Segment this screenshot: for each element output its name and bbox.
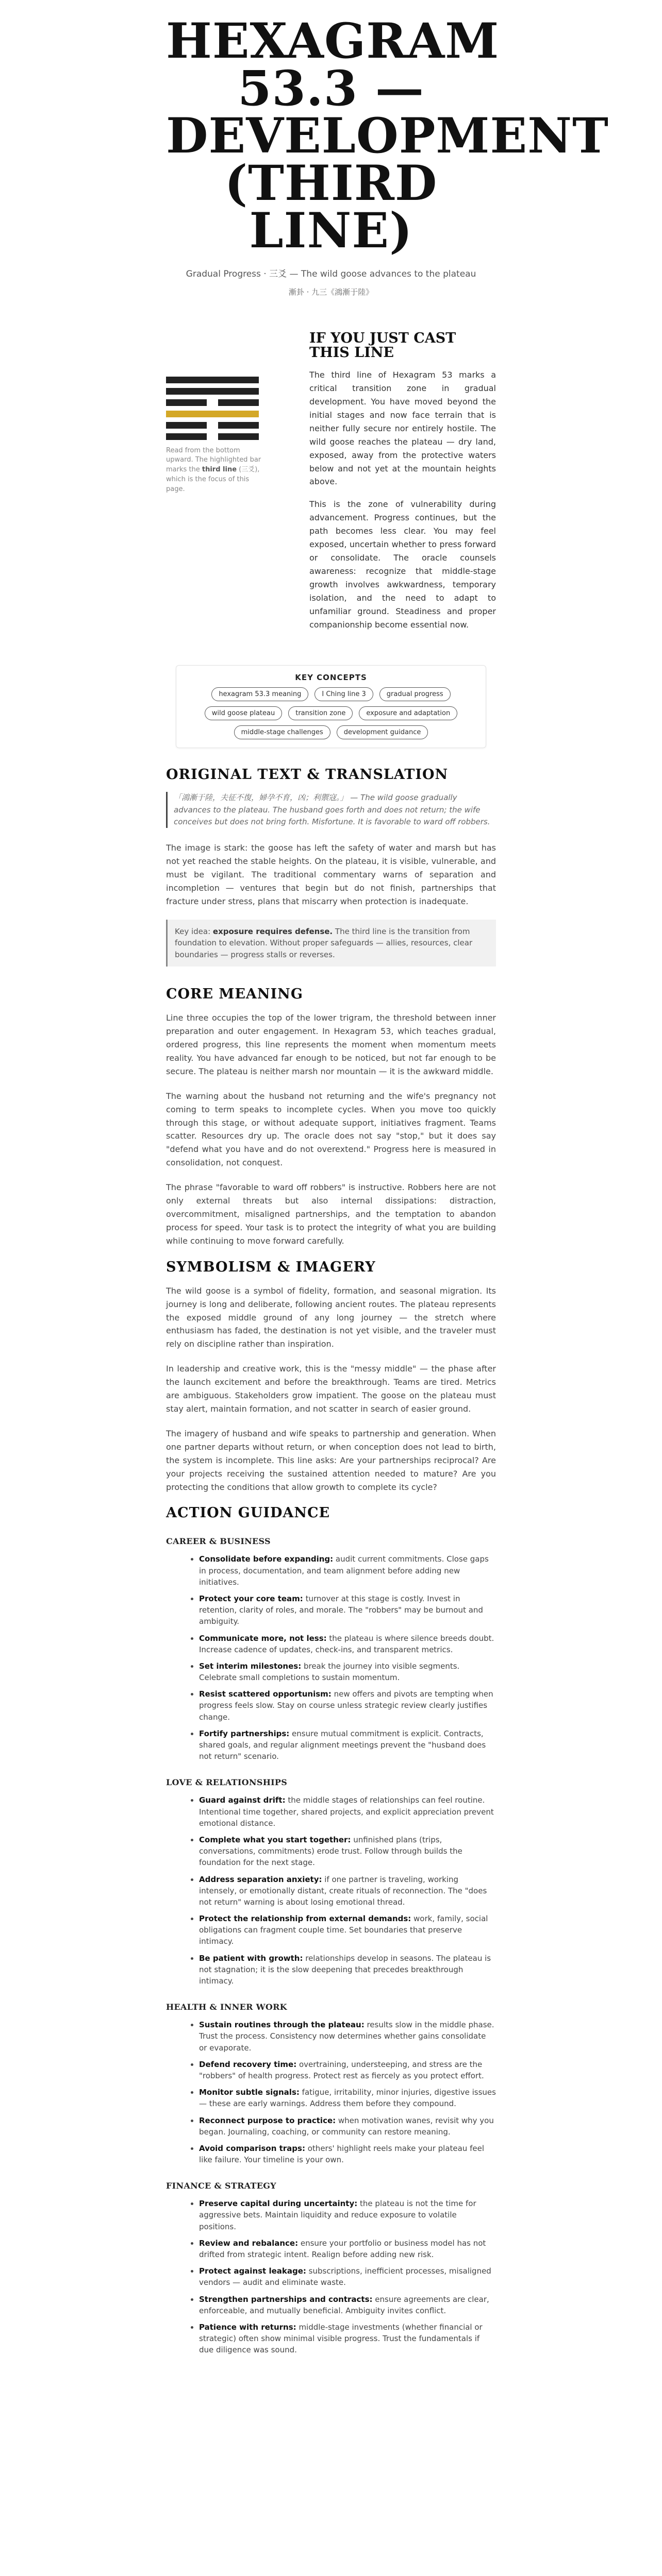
hexagram-column <box>166 316 290 641</box>
action-list <box>166 1794 496 1987</box>
list-item: • Protect the relationship from external demands: work, family, social obligations can fragment couple time. Set boundaries that preserve intimacy. <box>199 1913 496 1947</box>
list-item: • Address separation anxiety: if one partner is traveling, working intensely, or emotionally distant, create rituals of reconnection. The "does not return" warning is about losing emotional thread. <box>199 1874 496 1908</box>
key-concepts-heading: KEY CONCEPTS <box>295 673 367 683</box>
list-item: • Be patient with growth: relationships develop in seasons. The plateau is not stagnation; it is the slow deepening that precedes breakthrough intimacy. <box>199 1953 496 1987</box>
subsection-heading: CAREER & BUSINESS <box>166 1536 271 1547</box>
list-item: • Guard against drift: the middle stages of relationships can feel routine. Intentional time together, shared projects, and explicit appreciation prevent emotional distance. <box>199 1794 496 1829</box>
intro-paragraph: The third line of Hexagram 53 marks a critical transition zone in gradual development. You have moved beyond the initial stages and now face terrain that is neither fully secure nor entirely hostile. The wild goose reaches the plateau — dry land, exposed, away from the protective waters below and not yet at the mountain heights above. <box>309 370 496 487</box>
action-list <box>166 2198 496 2355</box>
original-text-section <box>166 767 496 967</box>
hexagram-line-1 <box>166 433 259 440</box>
list-item: • Protect against leakage: subscriptions, inefficient processes, misaligned vendors — audit and eliminate waste. <box>199 2265 496 2288</box>
symbolism-section <box>166 1259 496 1494</box>
page-title: HEXAGRAM 53.3 — DEVELOPMENT (THIRD LINE) <box>166 13 609 260</box>
list-item: • Resist scattered opportunism: new offers and pivots are tempting when progress feels slow. Stay on course unless strategic review clearly justifies change. <box>199 1688 496 1723</box>
key-concepts-box <box>176 665 486 748</box>
list-item: • Monitor subtle signals: fatigue, irritability, minor injuries, digestive issues — these are early warnings. Address them before they compound. <box>199 2087 496 2109</box>
page-subtitle: Gradual Progress · 三爻 — The wild goose advances to the plateau <box>186 268 476 279</box>
list-item: • Patience with returns: middle-stage investments (whether financial or strategic) often show minimal visible progress. Trust the fundamentals if due diligence was sound. <box>199 2321 496 2356</box>
action-list <box>166 2019 496 2165</box>
list-item: • Avoid comparison traps: others' highlight reels make your plateau feel like failure. Your timeline is your own. <box>199 2143 496 2165</box>
intro-heading: IF YOU JUST CAST THIS LINE <box>309 330 456 361</box>
concept-tag[interactable]: hexagram 53.3 meaning <box>211 687 308 701</box>
hexagram-diagram <box>166 377 259 440</box>
list-item: • Preserve capital during uncertainty: the plateau is not the time for aggressive bets. Maintain liquidity and reduce exposure to volatile positions. <box>199 2198 496 2232</box>
paragraph: The warning about the husband not returning and the wife's pregnancy not coming to term speaks to incomplete cycles. When you move too quickly through this stage, or without adequate support, initiatives fragment. Teams scatter. Resources dry up. The oracle does not say "stop," but it does say "defend what you have and do not overextend." Progress here is measured in consolidation, not conquest. <box>166 1091 496 1168</box>
paragraph: The image is stark: the goose has left the safety of water and marsh but has not yet reached the stable heights. On the plateau, it is visible, vulnerable, and must be vigilant. The traditional commentary warns of separation and incompletion — ventures that begin but do not finish, partnerships that fracture under stress, plans that miscarry when protection is inadequate. <box>166 843 496 906</box>
list-item: • Set interim milestones: break the journey into visible segments. Celebrate small completions to sustain momentum. <box>199 1660 496 1683</box>
concept-tag[interactable]: transition zone <box>288 706 353 720</box>
hexagram-line-4 <box>166 399 259 406</box>
core-meaning-section <box>166 986 496 1248</box>
paragraph: The imagery of husband and wife speaks to partnership and generation. When one partner departs without return, or when conception does not lead to birth, the system is incomplete. This line asks: Are your partnerships reciprocal? Are your projects receiving the sustained attention needed to mature? Are you protecting the conditions that allow growth to complete its cycle? <box>166 1428 496 1492</box>
section-heading: CORE MEANING <box>166 986 303 1003</box>
list-item: • Complete what you start together: unfinished plans (trips, conversations, commitments) erode trust. Follow through builds the foundation for the next stage. <box>199 1834 496 1869</box>
paragraph: In leadership and creative work, this is the "messy middle" — the phase after the launch excitement and before the breakthrough. Teams are tired. Metrics are ambiguous. Stakeholders grow impatient. The goose on the plateau must stay alert, maintain formation, and not scatter in search of easier ground. <box>166 1364 496 1414</box>
concept-tag[interactable]: gradual progress <box>379 687 451 701</box>
concept-tag[interactable]: exposure and adaptation <box>359 706 457 720</box>
concept-tags <box>187 687 475 739</box>
hexagram-caption: Read from the bottom upward. The highlighted bar marks the third line (三爻), which is the focus of this page. <box>166 446 261 493</box>
concept-tag[interactable]: I Ching line 3 <box>315 687 373 701</box>
list-item: • Review and rebalance: ensure your portfolio or business model has not drifted from strategic intent. Realign before adding new risk. <box>199 2238 496 2260</box>
list-item: • Communicate more, not less: the plateau is where silence breeds doubt. Increase cadence of updates, check-ins, and transparent metrics. <box>199 1633 496 1655</box>
page <box>166 13 609 2356</box>
concept-tag[interactable]: wild goose plateau <box>205 706 282 720</box>
hexagram-line-5 <box>166 388 259 395</box>
action-list <box>166 1553 496 1762</box>
intro-text <box>309 316 496 641</box>
list-item: • Defend recovery time: overtraining, understeeping, and stress are the "robbers" of health progress. Protect rest as fiercely as you protect effort. <box>199 2059 496 2081</box>
subsection-heading: LOVE & RELATIONSHIPS <box>166 1777 288 1788</box>
hexagram-line-2 <box>166 422 259 429</box>
subsection-heading: HEALTH & INNER WORK <box>166 2002 287 2012</box>
list-item: • Strengthen partnerships and contracts: ensure agreements are clear, enforceable, and mutually beneficial. Ambiguity invites conflict. <box>199 2294 496 2316</box>
concept-tag[interactable]: middle-stage challenges <box>234 725 330 739</box>
paragraph: The wild goose is a symbol of fidelity, formation, and seasonal migration. Its journey is long and deliberate, following ancient routes. The plateau represents the exposed middle ground of any long journey — the stretch where enthusiasm has faded, the destination is not yet visible, and the traveler must rely on discipline rather than inspiration. <box>166 1285 496 1349</box>
original-quote: 「鴻漸于陸，夫征不復，婦孕不育，凶；利禦寇。」 — The wild goose gradually advances to the plateau. The husband goes forth and does not return; the wife conceives but does not bring forth. Misfortune. It is favorable to ward off robbers. <box>166 792 496 828</box>
list-item: • Fortify partnerships: ensure mutual commitment is explicit. Contracts, shared goals, and regular alignment meetings prevent the "husband does not return" scenario. <box>199 1728 496 1762</box>
list-item: • Protect your core team: turnover at this stage is costly. Invest in retention, clarity of roles, and morale. The "robbers" may be burnout and ambiguity. <box>199 1593 496 1628</box>
hexagram-line-6 <box>166 377 259 383</box>
concept-tag[interactable]: development guidance <box>337 725 428 739</box>
key-idea-callout: Key idea: exposure requires defense. The third line is the transition from foundation to elevation. Without proper safeguards — allies, resources, clear boundaries — progress stalls or reverses. <box>166 920 496 967</box>
intro-paragraph: This is the zone of vulnerability during advancement. Progress continues, but the path becomes less clear. You may feel exposed, uncertain whether to press forward or consolidate. The oracle counsels awareness: recognize that middle-stage growth involves awkwardness, temporary isolation, and the need to adapt to unfamiliar ground. Steadiness and proper companionship become essential now. <box>309 499 496 630</box>
section-heading: SYMBOLISM & IMAGERY <box>166 1259 376 1275</box>
paragraph: The phrase "favorable to ward off robbers" is instructive. Robbers here are not only external threats but also internal dissipations: distraction, overcommitment, misaligned partnerships, and the temptation to abandon process for speed. Your task is to protect the integrity of what you are building while continuing to move forward carefully. <box>166 1182 496 1246</box>
section-heading: ACTION GUIDANCE <box>166 1505 330 1521</box>
list-item: • Sustain routines through the plateau: results slow in the middle phase. Trust the process. Consistency now determines whether gains consolidate or evaporate. <box>199 2019 496 2054</box>
list-item: • Consolidate before expanding: audit current commitments. Close gaps in process, documentation, and team alignment before adding new initiatives. <box>199 1553 496 1588</box>
list-item: • Reconnect purpose to practice: when motivation wanes, revisit why you began. Journaling, coaching, or community can restore meaning. <box>199 2115 496 2138</box>
subsection-heading: FINANCE & STRATEGY <box>166 2181 276 2191</box>
intro-section <box>166 316 496 641</box>
paragraph: Line three occupies the top of the lower trigram, the threshold between inner preparation and outer engagement. In Hexagram 53, which teaches gradual, ordered progress, this line represents the moment when momentum meets reality. You have advanced far enough to be noticed, but not far enough to be secure. The plateau is neither marsh nor mountain — it is the awkward middle. <box>166 1013 496 1076</box>
section-heading: ORIGINAL TEXT & TRANSLATION <box>166 767 449 783</box>
hexagram-line-3-highlighted <box>166 411 259 417</box>
action-guidance-section <box>166 1505 496 2355</box>
chinese-title: 漸卦 · 九三《鴻漸于陸》 <box>288 287 374 297</box>
